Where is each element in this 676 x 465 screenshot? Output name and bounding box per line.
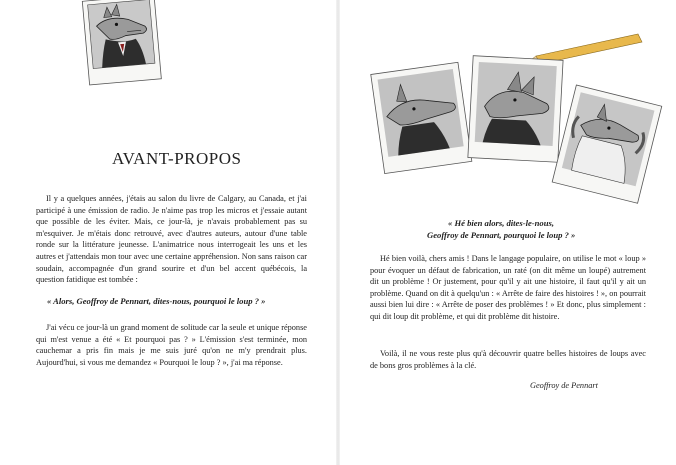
- wolf-portrait-illustration: [80, 0, 164, 90]
- explanation-paragraph: Hé bien voilà, chers amis ! Dans le langage populaire, on utilise le mot « loup » pour évoquer un défaut de fabrication, un raté (on dit même un loupé) autrement dit un problème ! Or justement, pour qu'il y ait une histoire, il faut qu'il y ait un problème. Quand on dit à quelqu'un : « Arrête de faire des histoires ! », on pourrait aussi bien lui dire : « Arrête de poser des problèmes ! » Et donc, plus simplement : qui dit loup dit problème, et qui dit problème dit histoire.: [370, 254, 646, 321]
- intro-paragraph: Il y a quelques années, j'étais au salon du livre de Calgary, au Canada, et j'ai participé à une émission de radio. Je n'aime pas trop les micros et j'essaie autant que possible de les éviter. Mais, ce jour-là, je n'avais probablement pas su m'esquiver. Je m'étais donc retrouvé, avec d'autres auteurs, autour d'une table ronde sur la littérature jeunesse. L'animatrice nous interrogeait les uns et les autres et j'attendais mon tour avec une certaine appréhension. Non sans raison car soudain, accompagnée d'un grand sourire et d'un bel accent québécois, la question fatidique est tombée :: [36, 194, 307, 285]
- page-title: AVANT-PROPOS: [112, 149, 242, 168]
- right-quote-line-2: Geoffroy de Pennart, pourquoi le loup ? »: [427, 230, 576, 240]
- right-quote-line-1: « Hé bien alors, dites-le-nous,: [448, 218, 554, 228]
- closing-paragraph: Voilà, il ne vous reste plus qu'à découvrir quatre belles histoires de loups avec de bons gros problèmes à la clé.: [370, 349, 646, 370]
- radio-question-quote: « Alors, Geoffroy de Pennart, dites-nous, pourquoi le loup ? »: [47, 296, 266, 306]
- answer-paragraph: J'ai vécu ce jour-là un grand moment de solitude car la seule et unique réponse qui m'est venue a été « Et pourquoi pas ? » L'émission s'est terminée, mon cauchemar a pris fin mais je me suis juré qu'on ne m'y prendrait plus. Aujourd'hui, si vous me demandez « Pourquoi le loup ? », j'ai ma réponse.: [36, 323, 307, 367]
- author-signature: Geoffroy de Pennart: [530, 381, 598, 390]
- wolf-polaroids-illustration: [366, 28, 666, 208]
- right-page: [338, 0, 676, 465]
